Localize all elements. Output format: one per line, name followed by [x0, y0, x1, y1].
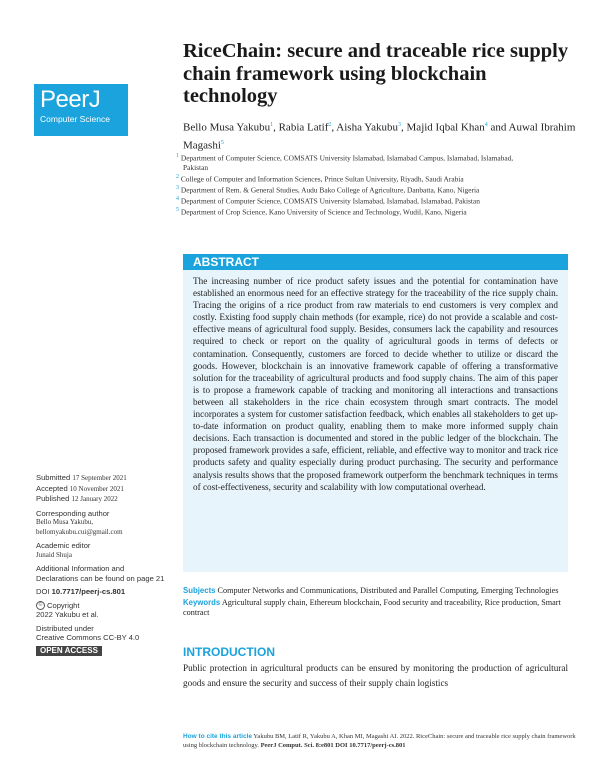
introduction-text: Public protection in agricultural products can be ensured by monitoring the production of agricultural goods and ensure the security and success of their supply chain logistics	[183, 663, 568, 688]
submitted-line	[36, 473, 168, 484]
author-separator: ,	[273, 121, 279, 134]
affiliation-item	[176, 173, 536, 184]
keywords-line	[183, 598, 568, 619]
corresponding-email-link[interactable]: bellomyakubu.cui@gmail.com	[36, 527, 123, 536]
logo-sub-text: Computer Science	[40, 114, 110, 124]
subjects-label: Subjects	[183, 586, 216, 595]
author-separator: and	[487, 121, 509, 134]
submitted-date: 17 September 2021	[72, 474, 127, 482]
abstract-heading: ABSTRACT	[183, 254, 568, 270]
author-list	[183, 118, 583, 153]
open-access-badge: OPEN ACCESS	[36, 646, 102, 656]
citation-journal[interactable]: PeerJ Comput. Sci. 8:e801 DOI 10.7717/peerj-cs.801	[260, 741, 406, 749]
author-affil-sup: 1	[270, 122, 274, 128]
affiliation-sup: 3	[176, 184, 179, 191]
keywords-value: Agricultural supply chain, Ethereum blockchain, Food security and traceability, Rice production, Smart contract	[183, 597, 561, 618]
published-label: Published	[36, 494, 70, 503]
doi-label: DOI	[36, 587, 50, 596]
subjects-value[interactable]: Computer Networks and Communications, Distributed and Parallel Computing, Emerging Technologies	[217, 586, 559, 595]
accepted-line	[36, 484, 168, 495]
accepted-date: 10 November 2021	[69, 484, 124, 493]
paper-title: RiceChain: secure and traceable rice supply chain framework using blockchain technology	[183, 40, 569, 107]
keywords-label: Keywords	[183, 597, 221, 607]
additional-info-link[interactable]: Additional Information and Declarations can be found on page 21	[36, 564, 165, 583]
corresponding-label: Corresponding author	[36, 508, 110, 518]
affiliation-item	[176, 206, 536, 217]
citation-block	[183, 733, 583, 750]
author-name[interactable]: Aisha Yakubu	[336, 121, 399, 134]
affiliation-sup: 4	[176, 195, 179, 202]
affiliation-text: Department of Computer Science, COMSATS University Islamabad, Islamabad, Islamabad, Pakistan	[180, 196, 480, 206]
author-name[interactable]: Majid Iqbal Khan	[406, 121, 485, 134]
copyright-icon: ©	[36, 601, 45, 610]
author-separator: ,	[331, 121, 337, 134]
affiliation-text: Department of Computer Science, COMSATS University Islamabad, Islamabad Campus, Islamabad, Islamabad, Pakistan	[180, 153, 514, 173]
copyright-label: Copyright	[47, 600, 80, 610]
accepted-label: Accepted	[36, 483, 68, 493]
citation-text: Yakubu BM, Latif R, Yakubu A, Khan MI, Magashi AI. 2022. RiceChain: secure and traceable rice supply chain framework using blockchain technology.	[183, 733, 576, 749]
abstract-text: The increasing number of rice product safety issues and the potential for contamination have established an enormous need for an effective strategy for the traceability of the rice supply chain. Tracing the origins of a rice product from raw materials to end customers is very complex and costly. Existing food supply chain methods (for example, rice) do not provide a scalable and cost-effective means of agricultural food supply. Besides, consumers lack the capability and resources required to check or report on the quality of agricultural goods in terms of defects or contamination. Consequently, customers are forced to decide whether to utilize or discard the goods. However, blockchain is an innovative framework capable of offering a transformative solution for the traceability of agricultural products and food supply chains. The aim of this paper is to propose a framework capable of tracking and monitoring all interactions and transactions between all stakeholders in the rice chain ecosystem through smart contracts. The model incorporates a system for customer satisfaction feedback, which enables all stakeholders to get up-to-date information on product quality, enabling them to make more informed supply chain decisions. Each transaction is documented and stored in the public ledger of the blockchain. The proposed framework provides a safe, efficient, reliable, and effective way to monitor and track rice products safety and quality especially during product purchasing. The security and performance analysis results shows that the proposed framework outperform the benchmark techniques in terms of cost-effectiveness, security and scalability with low computational overhead.	[193, 276, 558, 492]
published-date: 12 January 2022	[71, 495, 118, 503]
affiliation-item	[176, 195, 536, 206]
affiliation-list	[176, 152, 536, 217]
doi-link[interactable]: 10.7717/peerj-cs.801	[51, 587, 126, 596]
copyright-line	[36, 601, 168, 611]
affiliation-sup: 1	[176, 153, 179, 159]
affiliation-text: Department of Rem. & General Studies, Audu Bako College of Agriculture, Danbatta, Kano, Nigeria	[180, 185, 480, 195]
peerj-logo	[34, 84, 128, 136]
author-name[interactable]: Auwal Ibrahim Magashi	[183, 121, 576, 152]
doi-line	[36, 587, 168, 597]
author-separator: ,	[401, 121, 407, 134]
author-name[interactable]: Rabia Latif	[278, 121, 329, 134]
article-sidebar	[36, 473, 168, 656]
copyright-text: 2022 Yakubu et al.	[36, 610, 99, 619]
subjects-line	[183, 586, 568, 597]
affiliation-text: College of Computer and Information Sciences, Prince Sultan University, Riyadh, Saudi Arabia	[180, 174, 464, 184]
corresponding-name: Bello Musa Yakubu,	[36, 518, 94, 526]
submitted-label: Submitted	[36, 473, 71, 482]
subjects-keywords	[183, 586, 568, 620]
affiliation-item	[176, 184, 536, 195]
author-affil-sup: 4	[484, 122, 488, 128]
editor-label: Academic editor	[36, 541, 91, 550]
affiliation-sup: 5	[176, 206, 179, 213]
affiliation-text: Department of Crop Science, Kano University of Science and Technology, Wudil, Kano, Nigeria	[180, 207, 467, 217]
affiliation-sup: 2	[176, 173, 179, 180]
editor-name: Junaid Shuja	[36, 550, 72, 559]
author-name[interactable]: Bello Musa Yakubu	[183, 121, 271, 134]
distributed-label: Distributed under	[36, 623, 94, 633]
affiliation-item	[176, 152, 536, 173]
license-link[interactable]: Creative Commons CC-BY 4.0	[36, 633, 140, 642]
abstract-box	[183, 270, 568, 572]
author-affil-sup: 5	[220, 139, 224, 146]
citation-label: How to cite this article	[183, 733, 252, 740]
published-line	[36, 494, 168, 505]
introduction-heading: INTRODUCTION	[183, 645, 275, 659]
author-affil-sup: 2	[328, 122, 332, 128]
logo-main-text: PeerJ	[40, 86, 101, 113]
author-affil-sup: 3	[398, 122, 402, 128]
